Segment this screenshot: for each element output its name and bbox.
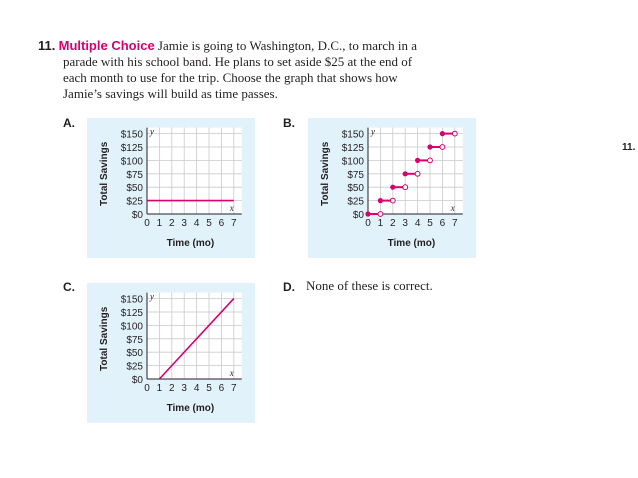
graph-b-y-tick-label: $150 bbox=[341, 129, 364, 141]
graph-b-step-open-point bbox=[378, 212, 383, 217]
graph-b-x-tick-label: 5 bbox=[427, 218, 433, 229]
question-text-line-1: Jamie is going to Washington, D.C., to march in a bbox=[157, 38, 417, 53]
graph-b-chart bbox=[308, 118, 476, 258]
graph-b-step-open-point bbox=[428, 158, 433, 163]
graph-b-step-open-point bbox=[403, 185, 408, 190]
graph-a-x-tick-label: 2 bbox=[169, 218, 175, 229]
graph-b-step-open-point bbox=[452, 131, 457, 136]
graph-a-y-tick-label: $25 bbox=[126, 196, 143, 208]
graph-b-step-closed-point bbox=[415, 158, 420, 163]
graph-b-x-tick-label: 3 bbox=[402, 218, 408, 229]
graph-b-x-tick-label: 0 bbox=[365, 218, 371, 229]
graph-b-step-closed-point bbox=[403, 171, 408, 176]
graph-b-step-closed-point bbox=[390, 185, 395, 190]
graph-a-y-axis-title: Total Savings bbox=[99, 141, 110, 206]
graph-a-x-tick-label: 7 bbox=[231, 218, 237, 229]
graph-b-x-tick-label: 7 bbox=[452, 218, 458, 229]
option-d-letter: D. bbox=[283, 280, 295, 294]
graph-b-x-tick-label: 2 bbox=[390, 218, 396, 229]
graph-c-x-axis-title: Time (mo) bbox=[166, 403, 215, 414]
graph-a-panel[interactable] bbox=[87, 118, 255, 258]
graph-c-x-tick-label: 2 bbox=[169, 383, 175, 394]
graph-a-y-tick-label: $100 bbox=[120, 156, 143, 168]
graph-c-y-tick-label: $25 bbox=[126, 361, 143, 373]
graph-b-y-tick-label: $25 bbox=[347, 196, 364, 208]
graph-b-step-closed-point bbox=[378, 198, 383, 203]
graph-c-y-tick-label: $150 bbox=[120, 294, 143, 306]
graph-b-step-open-point bbox=[440, 145, 445, 150]
graph-a-y-tick-label: $0 bbox=[131, 210, 143, 221]
graph-a-x-tick-label: 4 bbox=[193, 218, 200, 229]
graph-a-x-axis-letter: x bbox=[229, 203, 234, 213]
graph-a-x-tick-label: 6 bbox=[218, 218, 225, 229]
graph-b-step-open-point bbox=[415, 171, 420, 176]
graph-a-x-axis-title: Time (mo) bbox=[166, 238, 215, 249]
graph-b-step-closed-point bbox=[365, 211, 370, 216]
graph-a-x-tick-label: 3 bbox=[181, 218, 187, 229]
graph-b-x-tick-label: 4 bbox=[414, 218, 421, 229]
graph-c-y-tick-label: $100 bbox=[120, 321, 143, 333]
option-a-letter: A. bbox=[63, 116, 75, 130]
graph-c-y-axis-letter: y bbox=[150, 291, 154, 302]
question-text-line-4: Jamie’s savings will build as time passes. bbox=[63, 86, 278, 101]
graph-c-chart bbox=[87, 283, 255, 423]
question-type: Multiple Choice bbox=[58, 38, 155, 53]
graph-c-panel[interactable] bbox=[87, 283, 255, 423]
graph-c-y-tick-label: $125 bbox=[120, 308, 143, 319]
question-text-line-3: each month to use for the trip. Choose the graph that shows how bbox=[63, 70, 398, 85]
graph-b-y-tick-label: $75 bbox=[347, 169, 364, 181]
graph-c-y-tick-label: $75 bbox=[126, 334, 143, 346]
option-c-letter: C. bbox=[63, 280, 75, 294]
graph-b-x-axis-title: Time (mo) bbox=[387, 238, 436, 249]
graph-b-y-tick-label: $50 bbox=[347, 183, 364, 195]
graph-b-x-tick-label: 1 bbox=[377, 218, 384, 229]
graph-a-y-axis-letter: y bbox=[150, 126, 154, 137]
graph-c-x-tick-label: 3 bbox=[181, 383, 187, 394]
graph-c-x-axis-letter: x bbox=[229, 368, 234, 378]
graph-c-y-axis-title: Total Savings bbox=[99, 306, 110, 371]
option-d-text: None of these is correct. bbox=[306, 278, 433, 293]
graph-b-y-tick-label: $125 bbox=[341, 143, 364, 154]
graph-c-x-tick-label: 6 bbox=[218, 383, 225, 394]
graph-a-y-tick-label: $125 bbox=[120, 143, 143, 154]
graph-a-x-tick-label: 1 bbox=[156, 218, 163, 229]
graph-a-chart bbox=[87, 118, 255, 258]
graph-b-y-tick-label: $100 bbox=[341, 156, 364, 168]
question-block bbox=[38, 38, 458, 102]
graph-b-x-tick-label: 6 bbox=[439, 218, 446, 229]
graph-c-x-tick-label: 4 bbox=[193, 383, 200, 394]
graph-b-y-axis-title: Total Savings bbox=[320, 141, 331, 206]
graph-a-y-tick-label: $50 bbox=[126, 183, 143, 195]
graph-b-step-open-point bbox=[390, 198, 395, 203]
graph-b-y-axis-letter: y bbox=[371, 126, 375, 137]
graph-b-step-closed-point bbox=[427, 144, 432, 149]
option-b-letter: B. bbox=[283, 116, 295, 130]
graph-a-x-tick-label: 0 bbox=[144, 218, 150, 229]
graph-c-y-tick-label: $50 bbox=[126, 348, 143, 360]
graph-c-x-tick-label: 5 bbox=[206, 383, 212, 394]
graph-b-x-axis-letter: x bbox=[450, 203, 455, 213]
question-text-line-2: parade with his school band. He plans to set aside $25 at the end of bbox=[63, 54, 413, 69]
graph-b-y-tick-label: $0 bbox=[352, 210, 364, 221]
graph-a-y-tick-label: $150 bbox=[120, 129, 143, 141]
edge-question-number: 11. bbox=[622, 142, 636, 153]
graph-c-x-tick-label: 1 bbox=[156, 383, 163, 394]
graph-c-x-tick-label: 0 bbox=[144, 383, 150, 394]
graph-b-panel[interactable] bbox=[308, 118, 476, 258]
graph-b-step-closed-point bbox=[440, 131, 445, 136]
graph-a-y-tick-label: $75 bbox=[126, 169, 143, 181]
graph-c-x-tick-label: 7 bbox=[231, 383, 237, 394]
graph-a-x-tick-label: 5 bbox=[206, 218, 212, 229]
question-number: 11. bbox=[38, 38, 56, 53]
graph-c-y-tick-label: $0 bbox=[131, 375, 143, 386]
